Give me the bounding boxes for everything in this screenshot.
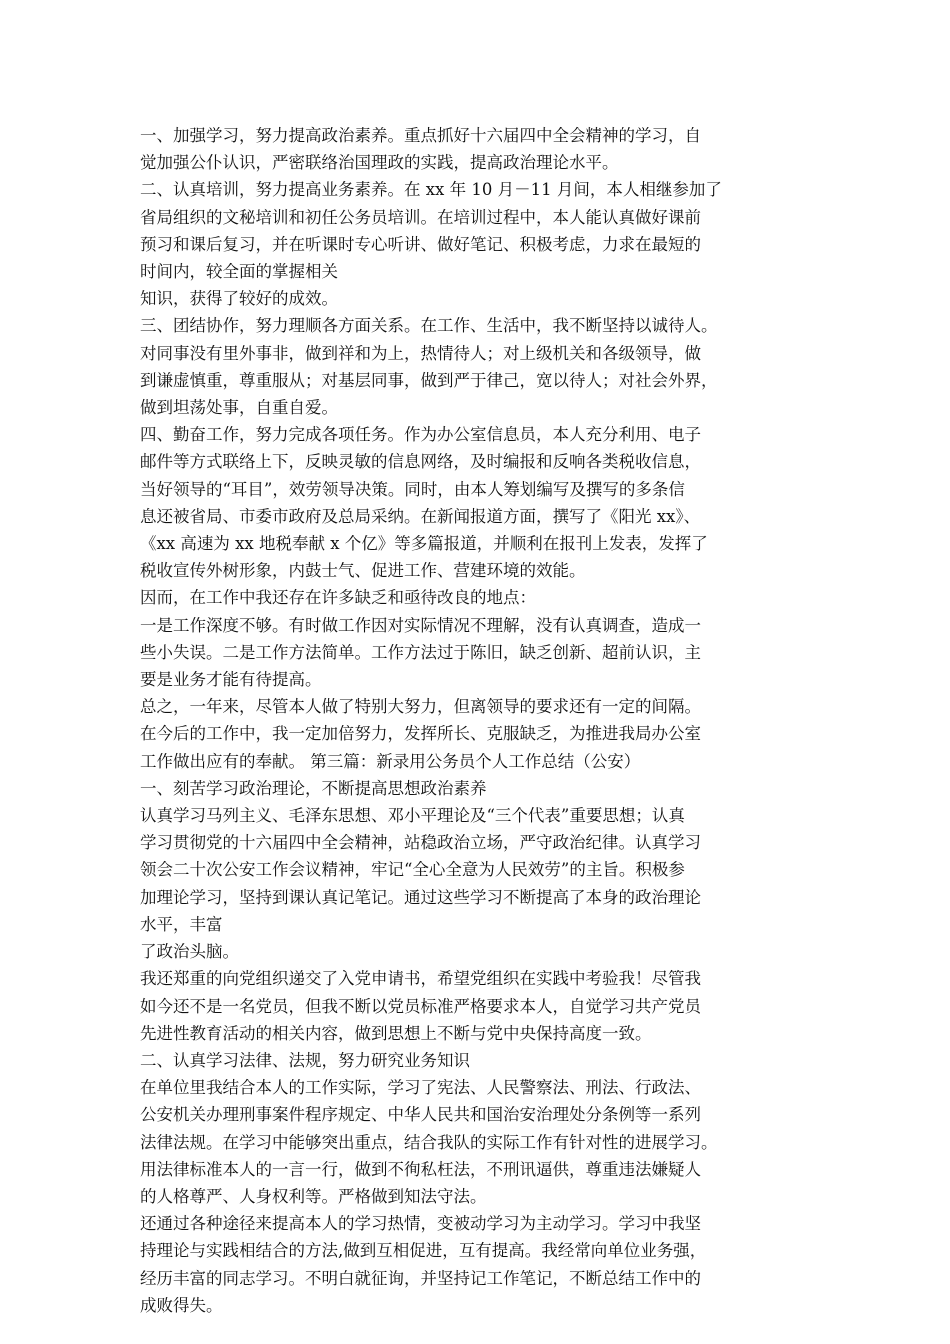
text-line: 因而，在工作中我还存在许多缺乏和亟待改良的地点： [140, 588, 536, 608]
text-line: 《xx 高速为 xx 地税奉献 x 个亿》等多篇报道，并顺利在报刊上发表，发挥了 [140, 534, 708, 554]
text-line: 觉加强公仆认识，严密联络治国理政的实践，提高政治理论水平。 [140, 153, 619, 173]
text-line: 先进性教育活动的相关内容，做到思想上不断与党中央保持高度一致。 [140, 1023, 652, 1043]
text-line: 邮件等方式联络上下，反映灵敏的信息网络，及时编报和反响各类税收信息， [140, 452, 701, 472]
text-line: 加理论学习，坚持到课认真记笔记。通过这些学习不断提高了本身的政治理论 [140, 887, 701, 907]
text-line: 时间内，较全面的掌握相关 [140, 262, 338, 282]
text-line: 的人格尊严、人身权利等。严格做到知法守法。 [140, 1186, 487, 1206]
text-line: 用法律标准本人的一言一行，做到不徇私枉法，不刑讯逼供，尊重违法嫌疑人 [140, 1159, 701, 1179]
text-line: 法律法规。在学习中能够突出重点，结合我队的实际工作有针对性的进展学习。 [140, 1132, 718, 1152]
text-line: 二、认真培训，努力提高业务素养。在 xx 年 10 月－11 月间，本人相继参加了 [140, 180, 722, 200]
text-line: 还通过各种途径来提高本人的学习热情，变被动学习为主动学习。学习中我坚 [140, 1214, 701, 1234]
text-line: 对同事没有里外事非，做到祥和为上，热情待人；对上级机关和各级领导，做 [140, 343, 701, 363]
text-line: 如今还不是一名党员，但我不断以党员标准严格要求本人，自觉学习共产党员 [140, 996, 701, 1016]
text-line: 学习贯彻党的十六届四中全会精神，站稳政治立场，严守政治纪律。认真学习 [140, 833, 701, 853]
text-line: 了政治头脑。 [140, 942, 239, 962]
text-line: 我还郑重的向党组织递交了入党申请书，希望党组织在实践中考验我！尽管我 [140, 969, 701, 989]
text-line: 知识，获得了较好的成效。 [140, 289, 338, 309]
text-line: 税收宣传外树形象，内鼓士气、促进工作、营建环境的效能。 [140, 561, 586, 581]
text-line: 持理论与实践相结合的方法,做到互相促进，互有提高。我经常向单位业务强， [140, 1241, 707, 1261]
text-line: 做到坦荡处事，自重自爱。 [140, 398, 338, 418]
text-line: 到谦虚慎重，尊重服从；对基层同事，做到严于律己，宽以待人；对社会外界， [140, 370, 718, 390]
text-line: 省局组织的文秘培训和初任公务员培训。在培训过程中，本人能认真做好课前 [140, 207, 701, 227]
text-line: 二、认真学习法律、法规，努力研究业务知识 [140, 1050, 470, 1070]
text-line: 水平，丰富 [140, 914, 223, 934]
text-line: 认真学习马列主义、毛泽东思想、邓小平理论及“三个代表”重要思想；认真 [140, 806, 685, 826]
text-line: 四、勤奋工作，努力完成各项任务。作为办公室信息员，本人充分利用、电子 [140, 425, 701, 445]
text-line: 息还被省局、市委市政府及总局采纳。在新闻报道方面，撰写了《阳光 xx》、 [140, 506, 701, 526]
text-line: 一、加强学习，努力提高政治素养。重点抓好十六届四中全会精神的学习，自 [140, 126, 701, 145]
text-line: 成败得失。 [140, 1295, 223, 1315]
text-line: 公安机关办理刑事案件程序规定、中华人民共和国治安治理处分条例等一系列 [140, 1105, 701, 1125]
text-line: 在单位里我结合本人的工作实际，学习了宪法、人民警察法、刑法、行政法、 [140, 1078, 701, 1098]
text-line: 要是业务才能有待提高。 [140, 670, 322, 690]
text-line: 些小失误。二是工作方法简单。工作方法过于陈旧，缺乏创新、超前认识，主 [140, 642, 701, 662]
text-line: 预习和课后复习，并在听课时专心听讲、做好笔记、积极考虑，力求在最短的 [140, 234, 701, 254]
text-line: 在今后的工作中，我一定加倍努力，发挥所长、克服缺乏，为推进我局办公室 [140, 724, 701, 744]
text-line: 一是工作深度不够。有时做工作因对实际情况不理解，没有认真调查，造成一 [140, 615, 701, 635]
text-line: 当好领导的“耳目”，效劳领导决策。同时，由本人筹划编写及撰写的多条信 [140, 479, 685, 499]
text-line: 总之，一年来，尽管本人做了特别大努力，但离领导的要求还有一定的间隔。 [140, 697, 701, 717]
text-line: 领会二十次公安工作会议精神，牢记“全心全意为人民效劳”的主旨。积极参 [140, 860, 685, 880]
document-body [140, 122, 820, 1319]
text-line: 经历丰富的同志学习。不明白就征询，并坚持记工作笔记，不断总结工作中的 [140, 1268, 701, 1288]
text-line: 三、团结协作，努力理顺各方面关系。在工作、生活中，我不断坚持以诚待人。 [140, 316, 718, 336]
text-line: 工作做出应有的奉献。 第三篇：新录用公务员个人工作总结（公安） [140, 751, 641, 771]
text-line: 一、刻苦学习政治理论，不断提高思想政治素养 [140, 778, 487, 798]
